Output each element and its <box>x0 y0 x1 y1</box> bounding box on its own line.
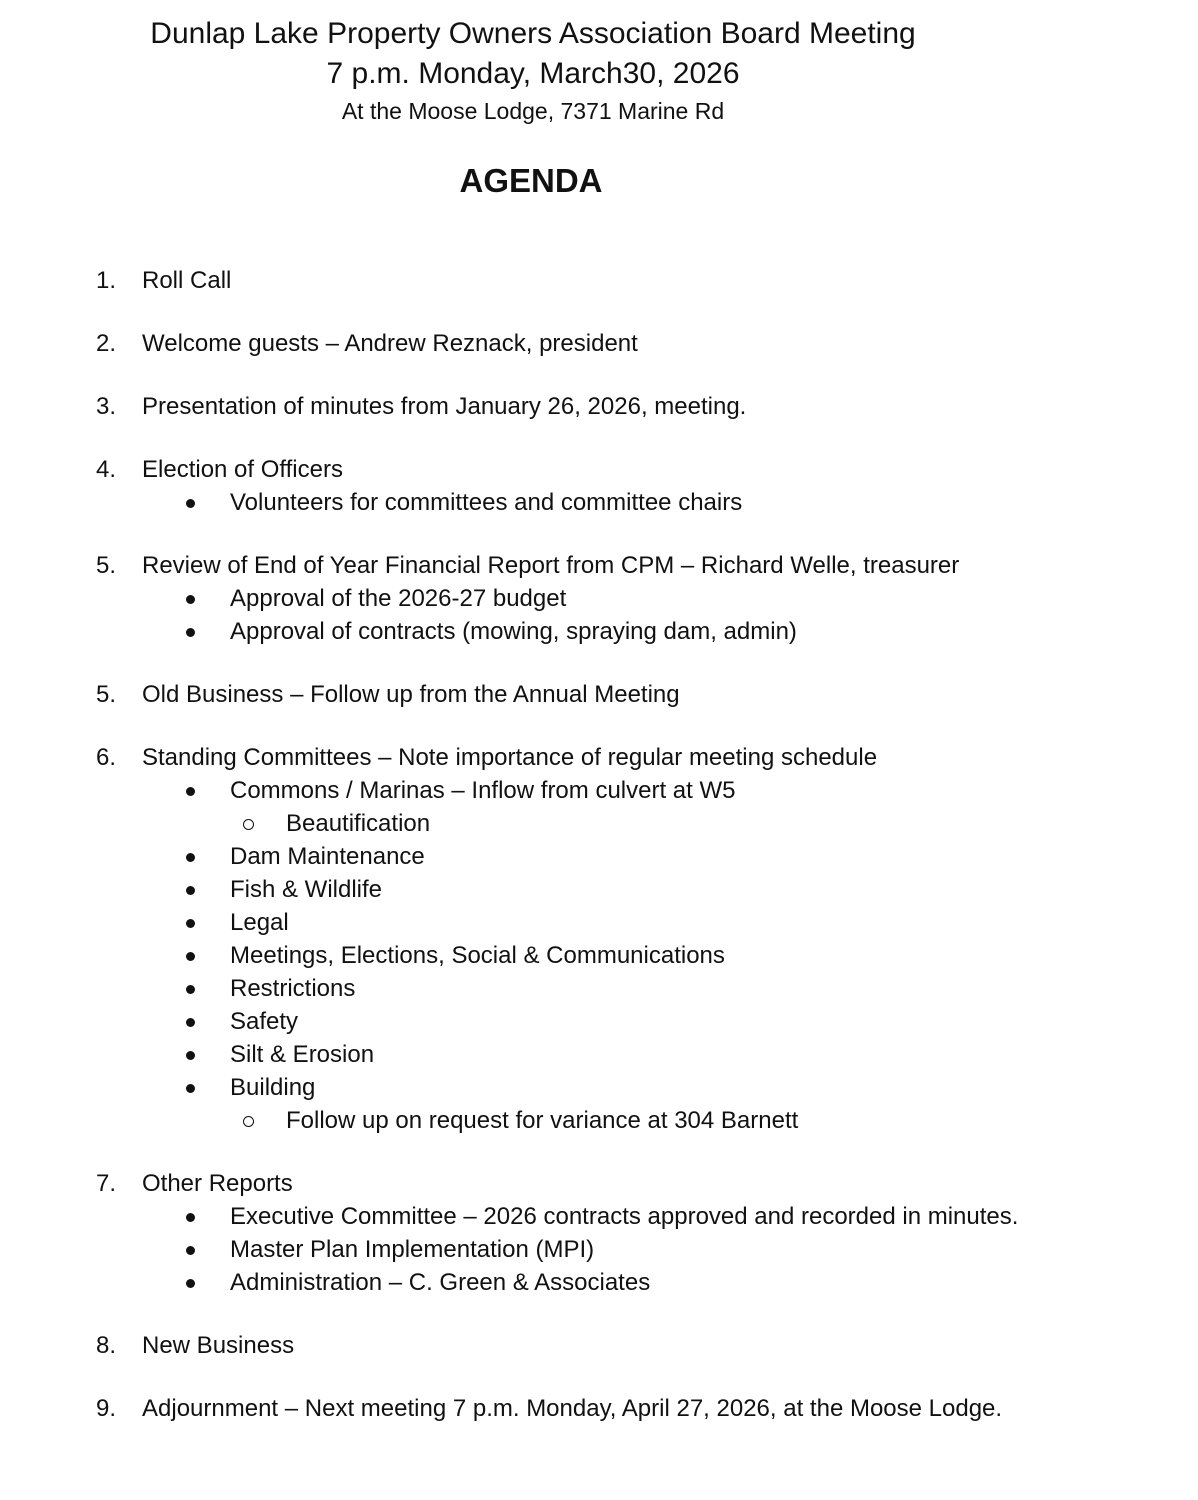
bullet-icon <box>186 1213 195 1222</box>
agenda-item-text: Standing Committees – Note importance of regular meeting schedule <box>142 744 878 771</box>
sub-item <box>0 840 1198 873</box>
bullet-icon <box>186 1279 195 1288</box>
agenda-item-number: 8. <box>96 1332 117 1359</box>
agenda-item-number: 1. <box>96 267 117 294</box>
agenda-item-text: New Business <box>142 1332 295 1359</box>
meeting-datetime: 7 p.m. Monday, March30, 2026 <box>326 57 740 90</box>
sub-item-text: Silt & Erosion <box>230 1041 375 1068</box>
agenda-item-number: 7. <box>96 1170 117 1197</box>
sub-item <box>0 1266 1198 1299</box>
sub-item-text: Safety <box>230 1008 299 1035</box>
bullet-icon <box>186 919 195 928</box>
agenda-item-text: Old Business – Follow up from the Annual Meeting <box>142 681 680 708</box>
sub-item-text: Fish & Wildlife <box>230 876 383 903</box>
agenda-item-text: Review of End of Year Financial Report from CPM – Richard Welle, treasurer <box>142 552 960 579</box>
document-header <box>0 14 1066 128</box>
bullet-icon <box>186 886 195 895</box>
sub-item <box>0 774 1198 807</box>
agenda-item-election <box>0 453 1198 519</box>
bullet-icon <box>186 499 195 508</box>
sub-item-text: Legal <box>230 909 289 936</box>
meeting-location: At the Moose Lodge, 7371 Marine Rd <box>341 98 725 124</box>
bullet-icon <box>186 1084 195 1093</box>
sub-item-text: Approval of the 2026-27 budget <box>230 585 567 612</box>
sub-item-text: Restrictions <box>230 975 356 1002</box>
sub-sub-item-text: Beautification <box>286 810 431 837</box>
agenda-item-number: 5. <box>96 681 117 708</box>
sub-item <box>0 972 1198 1005</box>
bullet-icon <box>186 628 195 637</box>
agenda-item-number: 2. <box>96 330 117 357</box>
agenda-item-number: 5. <box>96 552 117 579</box>
sub-item-text: Meetings, Elections, Social & Communications <box>230 942 725 969</box>
sub-item-text: Master Plan Implementation (MPI) <box>230 1236 595 1263</box>
hollow-circle-bullet-icon <box>243 819 254 830</box>
bullet-icon <box>186 595 195 604</box>
bullet-icon <box>186 787 195 796</box>
agenda-item-old-business <box>0 678 1198 711</box>
agenda-item-number: 9. <box>96 1395 117 1422</box>
sub-item <box>0 615 1198 648</box>
sub-item <box>0 486 1198 519</box>
sub-item <box>0 1071 1198 1104</box>
sub-sub-item <box>0 1104 1198 1137</box>
agenda-item-roll-call <box>0 264 1198 297</box>
sub-item-text: Administration – C. Green & Associates <box>230 1269 651 1296</box>
sub-sub-item-text: Follow up on request for variance at 304 Barnett <box>286 1107 799 1134</box>
agenda-item-number: 4. <box>96 456 117 483</box>
agenda-item-text: Presentation of minutes from January 26, 2026, meeting. <box>142 393 747 420</box>
sub-item-text: Building <box>230 1074 316 1101</box>
agenda-item-number: 6. <box>96 744 117 771</box>
agenda-item-text: Election of Officers <box>142 456 343 483</box>
sub-item <box>0 1038 1198 1071</box>
agenda-item-text: Welcome guests – Andrew Reznack, president <box>142 330 638 357</box>
sub-item-text: Executive Committee – 2026 contracts approved and recorded in minutes. <box>230 1203 1019 1230</box>
agenda-item-minutes <box>0 390 1198 423</box>
bullet-icon <box>186 1018 195 1027</box>
meeting-title: Dunlap Lake Property Owners Association Board Meeting <box>150 17 916 50</box>
bullet-icon <box>186 985 195 994</box>
sub-item <box>0 1200 1198 1233</box>
sub-item <box>0 906 1198 939</box>
hollow-circle-bullet-icon <box>243 1116 254 1127</box>
sub-item <box>0 939 1198 972</box>
agenda-item-welcome-guests <box>0 327 1198 360</box>
sub-item-text: Commons / Marinas – Inflow from culvert at W5 <box>230 777 736 804</box>
sub-item-text: Dam Maintenance <box>230 843 425 870</box>
bullet-icon <box>186 1051 195 1060</box>
agenda-item-number: 3. <box>96 393 117 420</box>
agenda-item-new-business <box>0 1329 1198 1362</box>
bullet-icon <box>186 1246 195 1255</box>
agenda-heading: AGENDA <box>459 162 603 199</box>
agenda-item-adjournment <box>0 1392 1198 1425</box>
bullet-icon <box>186 952 195 961</box>
sub-item <box>0 873 1198 906</box>
sub-item <box>0 1233 1198 1266</box>
agenda-item-standing-committees <box>0 741 1198 1137</box>
agenda-item-text: Adjournment – Next meeting 7 p.m. Monday, April 27, 2026, at the Moose Lodge. <box>142 1395 1003 1422</box>
sub-item-text: Volunteers for committees and committee chairs <box>230 489 743 516</box>
sub-item <box>0 1005 1198 1038</box>
sub-item-text: Approval of contracts (mowing, spraying dam, admin) <box>230 618 797 645</box>
agenda-item-financial-report <box>0 549 1198 648</box>
agenda-item-text: Roll Call <box>142 267 232 294</box>
agenda-item-other-reports <box>0 1167 1198 1299</box>
bullet-icon <box>186 853 195 862</box>
sub-sub-item <box>0 807 1198 840</box>
sub-item <box>0 582 1198 615</box>
agenda-item-text: Other Reports <box>142 1170 293 1197</box>
agenda-list <box>0 264 1198 1455</box>
